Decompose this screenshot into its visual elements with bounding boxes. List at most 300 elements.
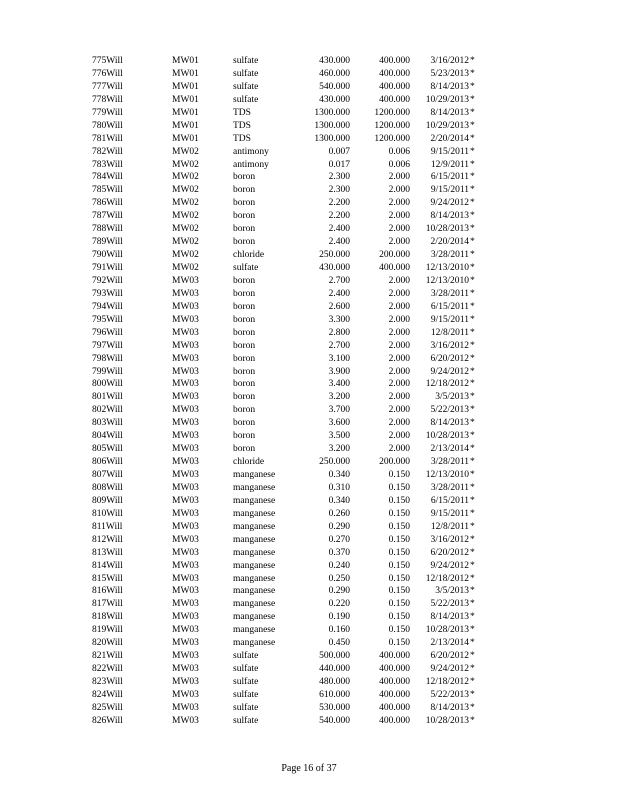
exceedance-flag: *: [470, 107, 475, 118]
table-row: [0, 689, 618, 702]
table-row: [0, 262, 618, 275]
standard-value: 2.000: [388, 444, 410, 455]
result-value: 250.000: [319, 250, 350, 261]
result-value: 0.450: [328, 638, 350, 649]
exceedance-flag: *: [470, 81, 475, 92]
row-id: 804Will: [92, 431, 123, 442]
sample-date: 3/28/2011: [430, 457, 469, 468]
parameter: manganese: [233, 521, 276, 532]
sample-date: 6/15/2011: [430, 301, 469, 312]
row-id: 818Will: [92, 612, 123, 623]
exceedance-flag: *: [470, 560, 475, 571]
row-id: 819Will: [92, 625, 123, 636]
result-value: 3.500: [328, 431, 350, 442]
table-row: [0, 598, 618, 611]
parameter: sulfate: [233, 263, 259, 273]
row-id: 800Will: [92, 379, 123, 390]
sample-date: 5/22/2013: [430, 599, 469, 610]
parameter: sulfate: [233, 664, 259, 675]
parameter: manganese: [233, 470, 276, 480]
exceedance-flag: *: [470, 275, 475, 286]
parameter: boron: [233, 314, 256, 325]
table-row: [0, 55, 618, 68]
row-id: 811Will: [92, 521, 123, 532]
row-id: 808Will: [92, 482, 123, 493]
standard-value: 400.000: [379, 689, 410, 700]
sample-date: 2/20/2014: [430, 237, 469, 248]
result-value: 3.400: [328, 379, 350, 390]
result-value: 1300.000: [314, 107, 350, 118]
standard-value: 2.000: [388, 392, 410, 403]
result-value: 500.000: [319, 651, 350, 662]
exceedance-flag: *: [470, 405, 475, 416]
standard-value: 400.000: [379, 651, 410, 662]
table-row: [0, 223, 618, 236]
standard-value: 1200.000: [374, 133, 410, 144]
exceedance-flag: *: [470, 547, 475, 558]
parameter: boron: [233, 353, 256, 364]
result-value: 610.000: [319, 689, 350, 700]
standard-value: 0.150: [388, 625, 410, 636]
sample-date: 5/22/2013: [430, 405, 469, 416]
exceedance-flag: *: [470, 392, 475, 403]
standard-value: 0.150: [388, 495, 410, 506]
table-row: [0, 236, 618, 249]
result-value: 2.700: [328, 275, 350, 286]
well-id: MW01: [172, 68, 199, 79]
result-value: 540.000: [319, 715, 350, 726]
standard-value: 400.000: [379, 715, 410, 726]
row-id: 786Will: [92, 198, 123, 209]
table-row: [0, 107, 618, 120]
result-value: 0.270: [328, 534, 350, 545]
result-value: 2.200: [328, 211, 350, 222]
result-value: 3.600: [328, 418, 350, 429]
exceedance-flag: *: [470, 457, 475, 468]
sample-date: 3/16/2012: [430, 534, 469, 545]
table-row: [0, 391, 618, 404]
row-id: 791Will: [92, 263, 123, 273]
sample-date: 12/9/2011: [430, 159, 469, 170]
result-value: 440.000: [319, 664, 350, 675]
standard-value: 400.000: [379, 81, 410, 92]
row-id: 809Will: [92, 495, 123, 506]
well-id: MW02: [172, 146, 199, 157]
well-id: MW01: [172, 81, 199, 92]
row-id: 785Will: [92, 185, 123, 196]
sample-date: 6/20/2012: [430, 353, 469, 364]
results-table: [0, 55, 618, 728]
row-id: 777Will: [92, 81, 123, 92]
result-value: 0.240: [328, 560, 350, 571]
parameter: manganese: [233, 586, 276, 597]
result-value: 0.250: [328, 573, 350, 584]
parameter: TDS: [233, 107, 251, 118]
standard-value: 2.000: [388, 288, 410, 299]
well-id: MW03: [172, 521, 199, 532]
well-id: MW03: [172, 301, 199, 312]
table-row: [0, 469, 618, 482]
row-id: 784Will: [92, 172, 123, 183]
standard-value: 0.150: [388, 482, 410, 493]
parameter: boron: [233, 237, 256, 248]
parameter: TDS: [233, 120, 251, 131]
table-row: [0, 482, 618, 495]
sample-date: 9/24/2012: [430, 664, 469, 675]
table-row: [0, 353, 618, 366]
row-id: 796Will: [92, 327, 123, 338]
row-id: 821Will: [92, 651, 123, 662]
result-value: 2.300: [328, 185, 350, 196]
sample-date: 8/14/2013: [430, 81, 469, 92]
row-id: 825Will: [92, 702, 123, 713]
result-value: 0.260: [328, 508, 350, 519]
parameter: sulfate: [233, 677, 259, 687]
well-id: MW01: [172, 56, 199, 66]
well-id: MW03: [172, 366, 199, 377]
result-value: 0.310: [328, 482, 350, 493]
result-value: 2.800: [328, 327, 350, 338]
exceedance-flag: *: [470, 379, 475, 390]
well-id: MW03: [172, 638, 199, 649]
table-row: [0, 275, 618, 288]
well-id: MW01: [172, 94, 199, 105]
table-row: [0, 585, 618, 598]
well-id: MW02: [172, 185, 199, 196]
exceedance-flag: *: [470, 56, 475, 66]
well-id: MW01: [172, 133, 199, 144]
parameter: manganese: [233, 625, 276, 636]
exceedance-flag: *: [470, 159, 475, 170]
table-row: [0, 521, 618, 534]
table-row: [0, 715, 618, 728]
well-id: MW03: [172, 715, 199, 726]
well-id: MW03: [172, 418, 199, 429]
row-id: 779Will: [92, 107, 123, 118]
exceedance-flag: *: [470, 237, 475, 248]
result-value: 2.400: [328, 224, 350, 235]
table-row: [0, 534, 618, 547]
row-id: 775Will: [92, 56, 123, 66]
well-id: MW03: [172, 586, 199, 597]
sample-date: 2/13/2014: [430, 444, 469, 455]
row-id: 801Will: [92, 392, 123, 403]
well-id: MW03: [172, 573, 199, 584]
table-row: [0, 146, 618, 159]
table-row: [0, 120, 618, 133]
result-value: 430.000: [319, 94, 350, 105]
exceedance-flag: *: [470, 508, 475, 519]
well-id: MW03: [172, 353, 199, 364]
row-id: 778Will: [92, 94, 123, 105]
standard-value: 2.000: [388, 405, 410, 416]
parameter: boron: [233, 366, 256, 377]
standard-value: 400.000: [379, 68, 410, 79]
parameter: antimony: [233, 159, 269, 170]
result-value: 0.340: [328, 495, 350, 506]
sample-date: 12/13/2010: [425, 263, 469, 273]
exceedance-flag: *: [470, 327, 475, 338]
row-id: 793Will: [92, 288, 123, 299]
standard-value: 0.150: [388, 586, 410, 597]
well-id: MW03: [172, 534, 199, 545]
sample-date: 8/14/2013: [430, 211, 469, 222]
well-id: MW03: [172, 495, 199, 506]
well-id: MW03: [172, 379, 199, 390]
well-id: MW03: [172, 508, 199, 519]
table-row: [0, 184, 618, 197]
well-id: MW02: [172, 263, 199, 273]
row-id: 816Will: [92, 586, 123, 597]
row-id: 802Will: [92, 405, 123, 416]
well-id: MW03: [172, 599, 199, 610]
parameter: manganese: [233, 638, 276, 649]
standard-value: 400.000: [379, 56, 410, 66]
result-value: 0.290: [328, 521, 350, 532]
well-id: MW03: [172, 275, 199, 286]
standard-value: 2.000: [388, 314, 410, 325]
parameter: manganese: [233, 599, 276, 610]
well-id: MW03: [172, 689, 199, 700]
table-row: [0, 560, 618, 573]
parameter: sulfate: [233, 715, 259, 726]
standard-value: 2.000: [388, 275, 410, 286]
sample-date: 2/20/2014: [430, 133, 469, 144]
row-id: 812Will: [92, 534, 123, 545]
standard-value: 0.150: [388, 573, 410, 584]
table-row: [0, 327, 618, 340]
parameter: boron: [233, 172, 256, 183]
row-id: 807Will: [92, 470, 123, 480]
sample-date: 8/14/2013: [430, 612, 469, 623]
row-id: 792Will: [92, 275, 123, 286]
standard-value: 200.000: [379, 250, 410, 261]
exceedance-flag: *: [470, 120, 475, 131]
row-id: 787Will: [92, 211, 123, 222]
exceedance-flag: *: [470, 612, 475, 623]
exceedance-flag: *: [470, 444, 475, 455]
result-value: 530.000: [319, 702, 350, 713]
parameter: boron: [233, 198, 256, 209]
well-id: MW02: [172, 250, 199, 261]
sample-date: 3/5/2013: [435, 392, 469, 403]
well-id: MW03: [172, 702, 199, 713]
sample-date: 6/15/2011: [430, 172, 469, 183]
standard-value: 0.006: [388, 146, 410, 157]
parameter: boron: [233, 327, 256, 338]
result-value: 460.000: [319, 68, 350, 79]
table-row: [0, 210, 618, 223]
result-value: 3.100: [328, 353, 350, 364]
standard-value: 2.000: [388, 327, 410, 338]
exceedance-flag: *: [470, 625, 475, 636]
standard-value: 0.150: [388, 521, 410, 532]
table-row: [0, 430, 618, 443]
standard-value: 0.150: [388, 508, 410, 519]
parameter: sulfate: [233, 651, 259, 662]
sample-date: 3/28/2011: [430, 482, 469, 493]
standard-value: 2.000: [388, 353, 410, 364]
parameter: sulfate: [233, 81, 259, 92]
row-id: 826Will: [92, 715, 123, 726]
parameter: boron: [233, 301, 256, 312]
result-value: 3.300: [328, 314, 350, 325]
table-row: [0, 288, 618, 301]
table-row: [0, 495, 618, 508]
row-id: 805Will: [92, 444, 123, 455]
sample-date: 8/14/2013: [430, 418, 469, 429]
result-value: 0.290: [328, 586, 350, 597]
table-row: [0, 650, 618, 663]
sample-date: 10/28/2013: [425, 715, 469, 726]
well-id: MW03: [172, 431, 199, 442]
result-value: 1300.000: [314, 133, 350, 144]
sample-date: 10/28/2013: [425, 431, 469, 442]
exceedance-flag: *: [470, 288, 475, 299]
result-value: 0.190: [328, 612, 350, 623]
parameter: manganese: [233, 508, 276, 519]
sample-date: 3/16/2012: [430, 56, 469, 66]
exceedance-flag: *: [470, 664, 475, 675]
table-row: [0, 340, 618, 353]
table-row: [0, 159, 618, 172]
result-value: 430.000: [319, 56, 350, 66]
well-id: MW02: [172, 237, 199, 248]
result-value: 2.600: [328, 301, 350, 312]
table-row: [0, 624, 618, 637]
well-id: MW02: [172, 198, 199, 209]
well-id: MW02: [172, 172, 199, 183]
row-id: 806Will: [92, 457, 123, 468]
well-id: MW03: [172, 651, 199, 662]
parameter: sulfate: [233, 702, 259, 713]
standard-value: 0.150: [388, 599, 410, 610]
standard-value: 400.000: [379, 702, 410, 713]
sample-date: 12/18/2012: [425, 677, 469, 687]
standard-value: 0.150: [388, 638, 410, 649]
exceedance-flag: *: [470, 366, 475, 377]
table-row: [0, 197, 618, 210]
exceedance-flag: *: [470, 573, 475, 584]
page-number: Page 16 of 37: [281, 763, 337, 774]
well-id: MW03: [172, 288, 199, 299]
exceedance-flag: *: [470, 340, 475, 351]
exceedance-flag: *: [470, 146, 475, 157]
standard-value: 400.000: [379, 263, 410, 273]
well-id: MW01: [172, 120, 199, 131]
row-id: 789Will: [92, 237, 123, 248]
well-id: MW03: [172, 444, 199, 455]
sample-date: 3/16/2012: [430, 340, 469, 351]
exceedance-flag: *: [470, 521, 475, 532]
sample-date: 9/15/2011: [430, 508, 469, 519]
sample-date: 6/20/2012: [430, 651, 469, 662]
sample-date: 3/28/2011: [430, 288, 469, 299]
exceedance-flag: *: [470, 715, 475, 726]
parameter: boron: [233, 418, 256, 429]
table-row: [0, 314, 618, 327]
sample-date: 9/15/2011: [430, 185, 469, 196]
result-value: 0.017: [328, 159, 350, 170]
standard-value: 0.150: [388, 547, 410, 558]
result-value: 2.200: [328, 198, 350, 209]
parameter: boron: [233, 275, 256, 286]
exceedance-flag: *: [470, 172, 475, 183]
row-id: 788Will: [92, 224, 123, 235]
exceedance-flag: *: [470, 651, 475, 662]
sample-date: 10/29/2013: [425, 94, 469, 105]
exceedance-flag: *: [470, 495, 475, 506]
sample-date: 9/15/2011: [430, 146, 469, 157]
parameter: chloride: [233, 250, 265, 261]
sample-date: 6/20/2012: [430, 547, 469, 558]
row-id: 824Will: [92, 689, 123, 700]
standard-value: 0.006: [388, 159, 410, 170]
row-id: 803Will: [92, 418, 123, 429]
well-id: MW02: [172, 224, 199, 235]
standard-value: 400.000: [379, 94, 410, 105]
parameter: manganese: [233, 495, 276, 506]
result-value: 2.700: [328, 340, 350, 351]
parameter: boron: [233, 444, 256, 455]
parameter: boron: [233, 224, 256, 235]
exceedance-flag: *: [470, 431, 475, 442]
standard-value: 2.000: [388, 301, 410, 312]
sample-date: 12/13/2010: [425, 275, 469, 286]
row-id: 823Will: [92, 677, 123, 687]
exceedance-flag: *: [470, 301, 475, 312]
result-value: 2.400: [328, 288, 350, 299]
sample-date: 12/8/2011: [430, 521, 469, 532]
row-id: 790Will: [92, 250, 123, 261]
result-value: 250.000: [319, 457, 350, 468]
result-value: 430.000: [319, 263, 350, 273]
standard-value: 0.150: [388, 560, 410, 571]
exceedance-flag: *: [470, 185, 475, 196]
table-row: [0, 81, 618, 94]
exceedance-flag: *: [470, 470, 475, 480]
sample-date: 10/28/2013: [425, 224, 469, 235]
exceedance-flag: *: [470, 94, 475, 105]
parameter: sulfate: [233, 68, 259, 79]
standard-value: 2.000: [388, 224, 410, 235]
parameter: manganese: [233, 560, 276, 571]
row-id: 782Will: [92, 146, 123, 157]
table-row: [0, 547, 618, 560]
result-value: 0.007: [328, 146, 350, 157]
row-id: 817Will: [92, 599, 123, 610]
result-value: 3.200: [328, 392, 350, 403]
row-id: 822Will: [92, 664, 123, 675]
sample-date: 5/23/2013: [430, 68, 469, 79]
result-value: 0.160: [328, 625, 350, 636]
well-id: MW03: [172, 560, 199, 571]
sample-date: 2/13/2014: [430, 638, 469, 649]
standard-value: 2.000: [388, 418, 410, 429]
parameter: boron: [233, 185, 256, 196]
parameter: boron: [233, 340, 256, 351]
parameter: chloride: [233, 457, 265, 468]
well-id: MW02: [172, 211, 199, 222]
table-row: [0, 443, 618, 456]
parameter: TDS: [233, 133, 251, 144]
well-id: MW03: [172, 482, 199, 493]
row-id: 781Will: [92, 133, 123, 144]
well-id: MW03: [172, 547, 199, 558]
sample-date: 12/8/2011: [430, 327, 469, 338]
exceedance-flag: *: [470, 133, 475, 144]
parameter: boron: [233, 431, 256, 442]
